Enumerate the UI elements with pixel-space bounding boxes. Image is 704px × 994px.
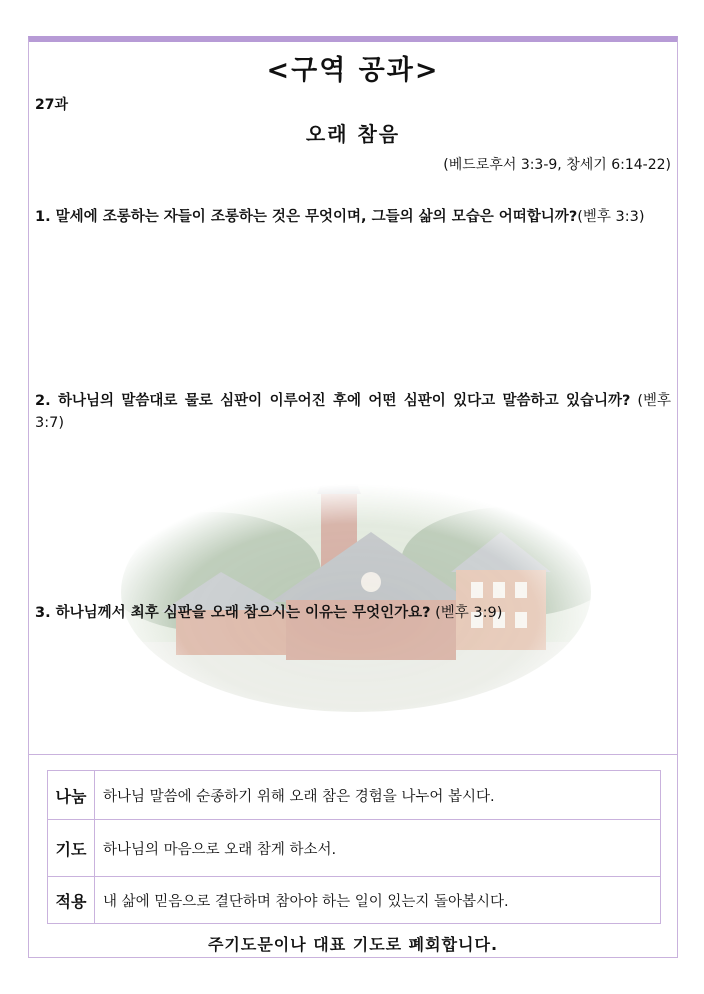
apply-text: 내 삶에 믿음으로 결단하며 참아야 하는 일이 있는지 돌아봅시다.	[95, 877, 661, 924]
church-watermark-image	[121, 422, 591, 712]
question-2-ref: (벧후 3:7)	[35, 393, 671, 431]
page-title: <구역 공과>	[266, 55, 440, 86]
apply-label: 적용	[48, 877, 95, 924]
lesson-sheet	[28, 36, 678, 958]
lesson-title: 오래 참음	[305, 122, 401, 146]
table-row	[48, 820, 661, 877]
section-divider	[29, 754, 677, 755]
question-3	[35, 602, 671, 624]
question-1	[35, 206, 671, 228]
question-3-ref: (벧후 3:9)	[435, 605, 503, 621]
prayer-text: 하나님의 마음으로 오래 참게 하소서.	[95, 820, 661, 877]
question-3-text: 3. 하나님께서 최후 심판을 오래 참으시는 이유는 무엇인가요?	[35, 605, 431, 621]
question-2-text: 2. 하나님의 말씀대로 물로 심판이 이루어진 후에 어떤 심판이 있다고 말씀하고 있습니까?	[35, 393, 631, 409]
sharing-label: 나눔	[48, 771, 95, 820]
question-1-ref: (벧후 3:3)	[577, 209, 645, 225]
sharing-text: 하나님 말씀에 순종하기 위해 오래 참은 경험을 나누어 봅시다.	[95, 771, 661, 820]
question-1-text: 1. 말세에 조롱하는 자들이 조롱하는 것은 무엇이며, 그들의 삶의 모습은 어떠합니까?	[35, 209, 578, 225]
closing-instruction: 주기도문이나 대표 기도로 폐회합니다.	[207, 935, 499, 954]
lesson-number: 27과	[35, 97, 69, 113]
table-row	[48, 877, 661, 924]
table-row	[48, 771, 661, 820]
scripture-reference: (베드로후서 3:3-9, 창세기 6:14-22)	[443, 157, 671, 173]
question-2	[35, 390, 671, 434]
application-table	[47, 770, 661, 924]
prayer-label: 기도	[48, 820, 95, 877]
